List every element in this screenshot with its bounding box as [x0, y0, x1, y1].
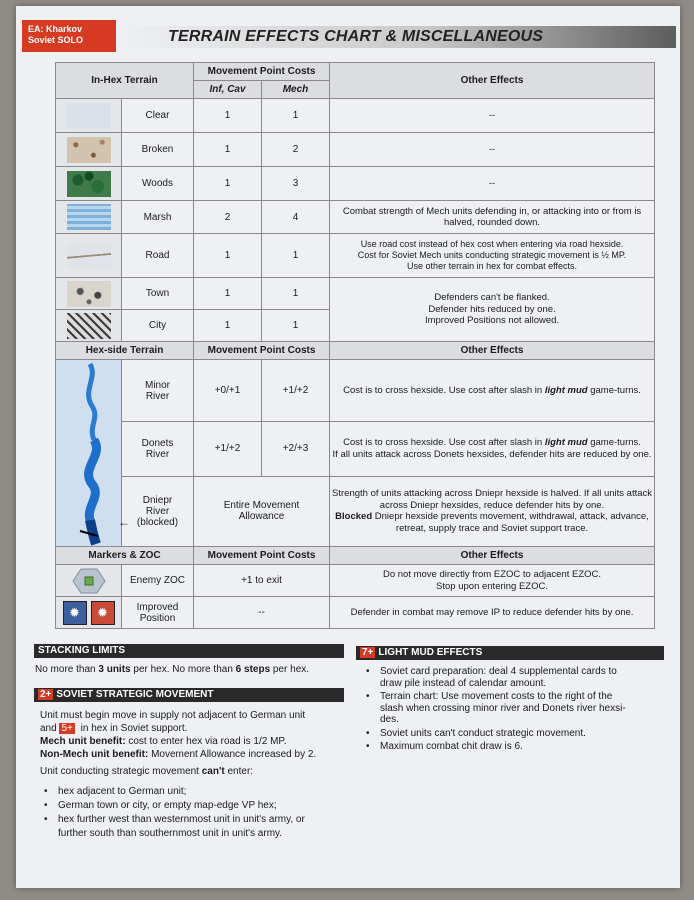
text: Movement Allowance increased by 2. [148, 749, 317, 760]
inf-cost: 1 [194, 133, 262, 167]
mech-cost: 1 [262, 99, 330, 133]
town-terrain-swatch [67, 281, 111, 307]
other-effects [330, 565, 655, 597]
list-item-text: des. [380, 714, 399, 725]
mech-cost: 1 [262, 310, 330, 342]
broken-terrain-swatch [67, 137, 111, 163]
inf-cav-header: Inf, Cav [194, 81, 262, 99]
text-line [40, 735, 350, 748]
marker-cost: +1 to exit [194, 565, 330, 597]
other-effects: -- [330, 167, 655, 201]
list-item-text: Soviet units can't conduct strategic movement. [380, 727, 586, 739]
hexside-row-donets-river [56, 422, 655, 476]
hexside-label [122, 360, 194, 422]
list-item-text: German town or city, or empty map-edge VP hex; [58, 800, 277, 811]
effect-line: Improved Positions not allowed. [424, 315, 560, 327]
marsh-terrain-swatch [67, 204, 111, 230]
strategic-movement-header [34, 688, 344, 702]
emphasis: can't [201, 766, 225, 777]
section-title: STACKING LIMITS [38, 645, 126, 656]
hexside-label-line: River [145, 505, 170, 517]
other-effects [330, 234, 655, 278]
effect-text: Strength of units attacking across Dniepr hexside is halved. If all units attack across Dniepr hexsides, reduce defender hits by one. [332, 488, 653, 511]
inf-cost: 1 [194, 167, 262, 201]
terrain-effects-table [55, 62, 655, 629]
emphasis: 3 units [98, 664, 131, 675]
inf-cost: 1 [194, 310, 262, 342]
list-item: • Soviet units can't conduct strategic movement. [380, 728, 670, 740]
mech-cost: 1 [262, 234, 330, 278]
terrain-row-marsh [56, 201, 655, 234]
list-item-text: hex adjacent to German unit; [58, 786, 187, 797]
marker-label: Enemy ZOC [122, 565, 194, 597]
text: cost to enter hex via road is 1/2 MP. [125, 736, 287, 747]
mech-cost: 3 [262, 167, 330, 201]
effect-text: game-turns. [587, 384, 641, 396]
effect-text: Dniepr hexside prevents movement, withdrawal, attack, advance, retreat, supply trace and Soviet support trace. [372, 511, 649, 534]
strategic-movement-text [40, 709, 350, 778]
list-item: • Soviet card preparation: deal 4 supplemental cards to draw pile instead of calendar amount. [380, 666, 670, 689]
mech-cost: +2/+3 [262, 422, 330, 476]
text-line [40, 722, 350, 735]
badge-line-1: EA: Kharkov [28, 24, 83, 34]
die-roll-badge: 7+ [362, 647, 374, 658]
stacking-limits-header [34, 644, 344, 658]
inf-cost: +1/+2 [194, 422, 262, 476]
mech-cost: +1/+2 [262, 360, 330, 422]
markers-zoc-header: Markers & ZOC [56, 547, 194, 565]
list-item: • hex adjacent to German unit; [44, 786, 187, 797]
list-item-text: Soviet card preparation: deal 4 supplemental cards to [380, 666, 617, 677]
inf-cost: 1 [194, 234, 262, 278]
badge-line-2: Soviet SOLO [28, 35, 84, 45]
die-roll-badge: 2+ [40, 689, 52, 700]
list-item: • German town or city, or empty map-edge VP hex; [44, 800, 277, 811]
mech-cost: 2 [262, 133, 330, 167]
text: and [40, 723, 60, 734]
list-item: • hex further west than westernmost unit in unit's army, or [44, 814, 305, 825]
other-effects: -- [330, 133, 655, 167]
effect-text: Cost is to cross hexside. Use cost after slash in [343, 384, 545, 396]
effect-line: Defenders can't be flanked. [434, 292, 550, 304]
inf-cost: 1 [194, 99, 262, 133]
hexside-label-line: (blocked) [136, 516, 179, 528]
hexside-label-line: River [145, 448, 170, 460]
terrain-row-town [56, 278, 655, 310]
stacking-limits-text [35, 663, 355, 676]
inf-cost: 2 [194, 201, 262, 234]
terrain-label: City [122, 310, 194, 342]
effect-line: Defender hits reduced by one. [428, 303, 556, 315]
text-line: Unit must begin move in supply not adjacent to German unit [40, 710, 306, 721]
mech-cost: 4 [262, 201, 330, 234]
town-city-effects [330, 278, 655, 342]
hexside-label [122, 422, 194, 476]
terrain-label: Clear [122, 99, 194, 133]
hexside-label [118, 476, 194, 546]
emphasis: 6 steps [235, 664, 271, 675]
effect-text: game-turns. [587, 437, 641, 449]
list-item [58, 828, 358, 840]
section-title: SOVIET STRATEGIC MOVEMENT [56, 689, 214, 700]
text: in hex in Soviet support. [77, 723, 188, 734]
zoc-hex-icon [72, 568, 106, 594]
german-ip-marker-icon: ✹ [63, 601, 87, 625]
other-effects [330, 476, 655, 546]
die-roll-badge: 5+ [61, 723, 73, 734]
text: per hex. [270, 664, 310, 675]
text-line [40, 748, 350, 761]
list-item: • Maximum combat chit draw is 6. [380, 741, 670, 753]
mech-cost: 1 [262, 278, 330, 310]
other-effects [330, 422, 655, 476]
list-item-text: slash when crossing minor river and Donets river hexsi- [380, 702, 626, 714]
road-effect-line: Cost for Soviet Mech units conducting strategic movement is ½ MP. [357, 250, 627, 260]
city-terrain-swatch [67, 313, 111, 339]
inf-cost: +0/+1 [194, 360, 262, 422]
hexside-label-line: Minor [144, 379, 170, 391]
road-effect-line: Use road cost instead of hex cost when entering via road hexside. [360, 239, 624, 249]
woods-terrain-swatch [67, 171, 111, 197]
list-item-text: Terrain chart: Use movement costs to the right of the [380, 691, 613, 702]
other-effects: Combat strength of Mech units defending in, or attacking into or from is halved, rounded down. [330, 201, 655, 234]
terrain-label: Town [122, 278, 194, 310]
hexside-label-line: Donets [141, 437, 174, 449]
river-hexside-icon [68, 360, 110, 546]
text: per hex. No more than [130, 664, 236, 675]
emphasis: Mech unit benefit: [40, 736, 126, 747]
list-item-text: hex further west than westernmost unit in unit's army, or [58, 814, 305, 825]
page-title: TERRAIN EFFECTS CHART & MISCELLANEOUS [168, 28, 544, 45]
effect-text: If all units attack across Donets hexsides, defender hits are reduced by one. [332, 448, 652, 460]
terrain-label: Road [122, 234, 194, 278]
text: enter: [224, 766, 254, 777]
road-terrain-swatch [67, 243, 111, 269]
hexside-terrain-header: Hex-side Terrain [56, 342, 194, 360]
terrain-row-woods [56, 167, 655, 201]
improved-position-markers [56, 601, 121, 625]
marker-label-line: Position [139, 612, 176, 624]
mpc-header: Movement Point Costs [194, 63, 330, 81]
text-line [40, 765, 350, 778]
soviet-ip-marker-icon: ✹ [91, 601, 115, 625]
effect-emphasis: light mud [544, 384, 588, 396]
marker-row-improved-position [56, 597, 655, 629]
left-arrow-icon: ← [118, 514, 130, 529]
hexside-row-dniepr-river [56, 476, 655, 546]
light-mud-bullet-list [366, 666, 670, 753]
terrain-row-broken [56, 133, 655, 167]
game-badge [22, 20, 116, 52]
terrain-row-clear [56, 99, 655, 133]
list-item-text: draw pile instead of calendar amount. [380, 677, 547, 689]
text: No more than [35, 664, 99, 675]
hexside-label-line: Dniepr [142, 494, 173, 506]
effect-text: Do not move directly from EZOC to adjacent EZOC. [382, 569, 602, 580]
mech-header: Mech [262, 81, 330, 99]
hexside-other-header: Other Effects [330, 342, 655, 360]
road-effect-line: Use other terrain in hex for combat effects. [407, 261, 577, 271]
effect-emphasis: light mud [544, 437, 588, 449]
marker-label-line: Improved [136, 601, 179, 613]
light-mud-header [356, 646, 664, 660]
other-effects-header: Other Effects [330, 63, 655, 99]
marker-row-enemy-zoc [56, 565, 655, 597]
effect-emphasis: Blocked [335, 511, 373, 523]
section-title: LIGHT MUD EFFECTS [378, 647, 483, 658]
markers-other-header: Other Effects [330, 547, 655, 565]
other-effects: Defender in combat may remove IP to reduce defender hits by one. [330, 597, 655, 629]
list-item-text: further south than southernmost unit in unit's army. [58, 828, 283, 839]
other-effects: -- [330, 99, 655, 133]
other-effects [330, 360, 655, 422]
emphasis: Non-Mech unit benefit: [40, 749, 149, 760]
in-hex-terrain-header: In-Hex Terrain [56, 63, 194, 99]
terrain-label: Marsh [122, 201, 194, 234]
effect-text: Cost is to cross hexside. Use cost after slash in [343, 437, 545, 449]
strategic-bullet-list [44, 786, 358, 840]
dniepr-cost: Entire Movement Allowance [194, 476, 330, 546]
text: Unit conducting strategic movement [40, 766, 202, 777]
clear-terrain-swatch [67, 103, 111, 129]
terrain-label: Broken [122, 133, 194, 167]
hexside-row-minor-river [56, 360, 655, 422]
hexside-mpc-header: Movement Point Costs [194, 342, 330, 360]
hexside-label-line: River [145, 390, 170, 402]
terrain-row-road [56, 234, 655, 278]
markers-mpc-header: Movement Point Costs [194, 547, 330, 565]
inf-cost: 1 [194, 278, 262, 310]
effect-text: Stop upon entering EZOC. [436, 580, 548, 592]
terrain-label: Woods [122, 167, 194, 201]
list-item-text: Maximum combat chit draw is 6. [380, 741, 523, 752]
marker-label [122, 597, 194, 629]
marker-cost: -- [194, 597, 330, 629]
list-item: • Terrain chart: Use movement costs to the right of the slash when crossing minor river and Donets river hexsi- des. [380, 691, 670, 726]
